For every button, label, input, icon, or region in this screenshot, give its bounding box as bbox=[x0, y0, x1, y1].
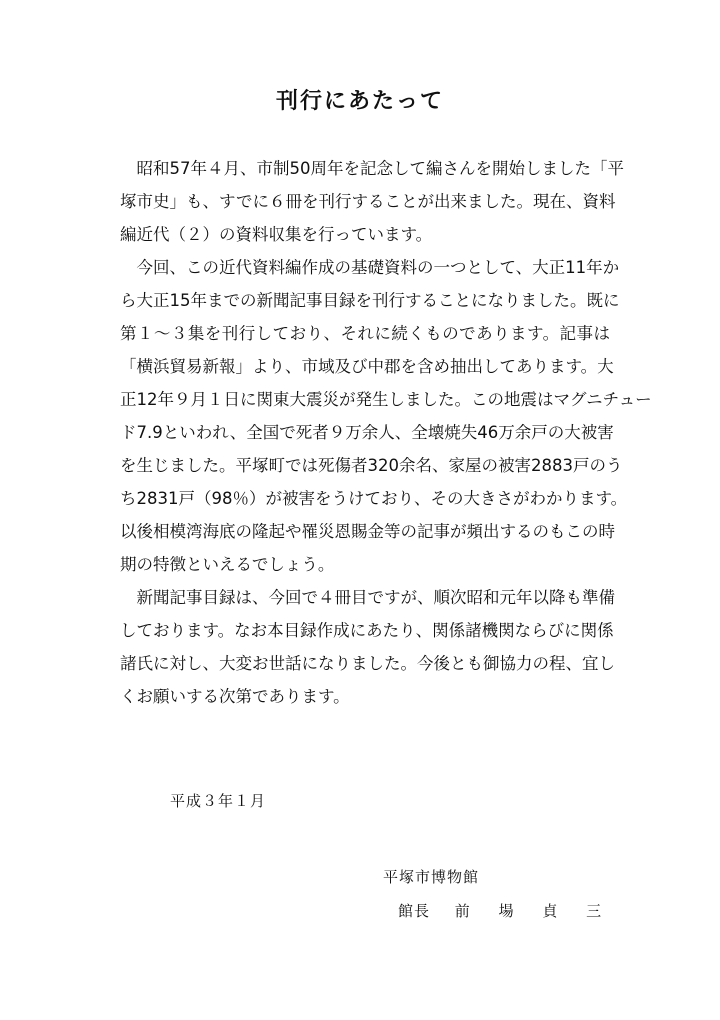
text-line: 期の特徴といえるでしょう。 bbox=[120, 555, 335, 574]
organization-name: 平塚市博物館 bbox=[383, 868, 480, 886]
text-line: 昭和57年４月、市制50周年を記念して編さんを開始しました「平 bbox=[120, 159, 624, 178]
signer-role: 館長 bbox=[398, 902, 431, 920]
text-line: 第１～３集を刊行しており、それに続くものであります。記事は bbox=[120, 324, 610, 343]
signer-name: 前 場 貞 三 bbox=[454, 902, 614, 920]
body-text bbox=[120, 152, 652, 713]
text-line: を生じました。平塚町では死傷者320余名、家屋の被害2883戸のう bbox=[120, 456, 623, 475]
text-line: 「横浜貿易新報」より、市域及び中郡を含め抽出してあります。大 bbox=[120, 357, 614, 376]
text-line: ち2831戸（98％）が被害をうけており、その大きさがわかります。 bbox=[120, 489, 628, 508]
text-line: ド7.9といわれ、全国で死者９万余人、全壊焼失46万余戸の大被害 bbox=[120, 423, 614, 442]
text-line: 以後相模湾海底の隆起や罹災恩賜金等の記事が頻出するのもこの時 bbox=[120, 522, 615, 541]
text-line: 正12年９月１日に関東大震災が発生しました。この地震はマグニチュー bbox=[120, 390, 652, 409]
text-line: ら大正15年までの新聞記事目録を刊行することになりました。既に bbox=[120, 291, 620, 310]
publication-date: 平成３年１月 bbox=[170, 792, 267, 810]
text-line: くお願いする次第であります。 bbox=[120, 687, 350, 706]
text-line: 新聞記事目録は、今回で４冊目ですが、順次昭和元年以降も準備 bbox=[120, 588, 615, 607]
text-line: 塚市史」も、すでに６冊を刊行することが出来ました。現在、資料 bbox=[120, 192, 616, 211]
text-line: しております。なお本目録作成にあたり、関係諸機関ならびに関係 bbox=[120, 621, 614, 640]
text-line: 編近代（２）の資料収集を行っています。 bbox=[120, 225, 433, 244]
text-line: 今回、この近代資料編作成の基礎資料の一つとして、大正11年か bbox=[120, 258, 620, 277]
document-title: 刊行にあたって bbox=[275, 89, 444, 114]
text-line: 諸氏に対し、大変お世話になりました。今後とも御協力の程、宜し bbox=[120, 654, 615, 673]
signature-block bbox=[398, 900, 613, 921]
